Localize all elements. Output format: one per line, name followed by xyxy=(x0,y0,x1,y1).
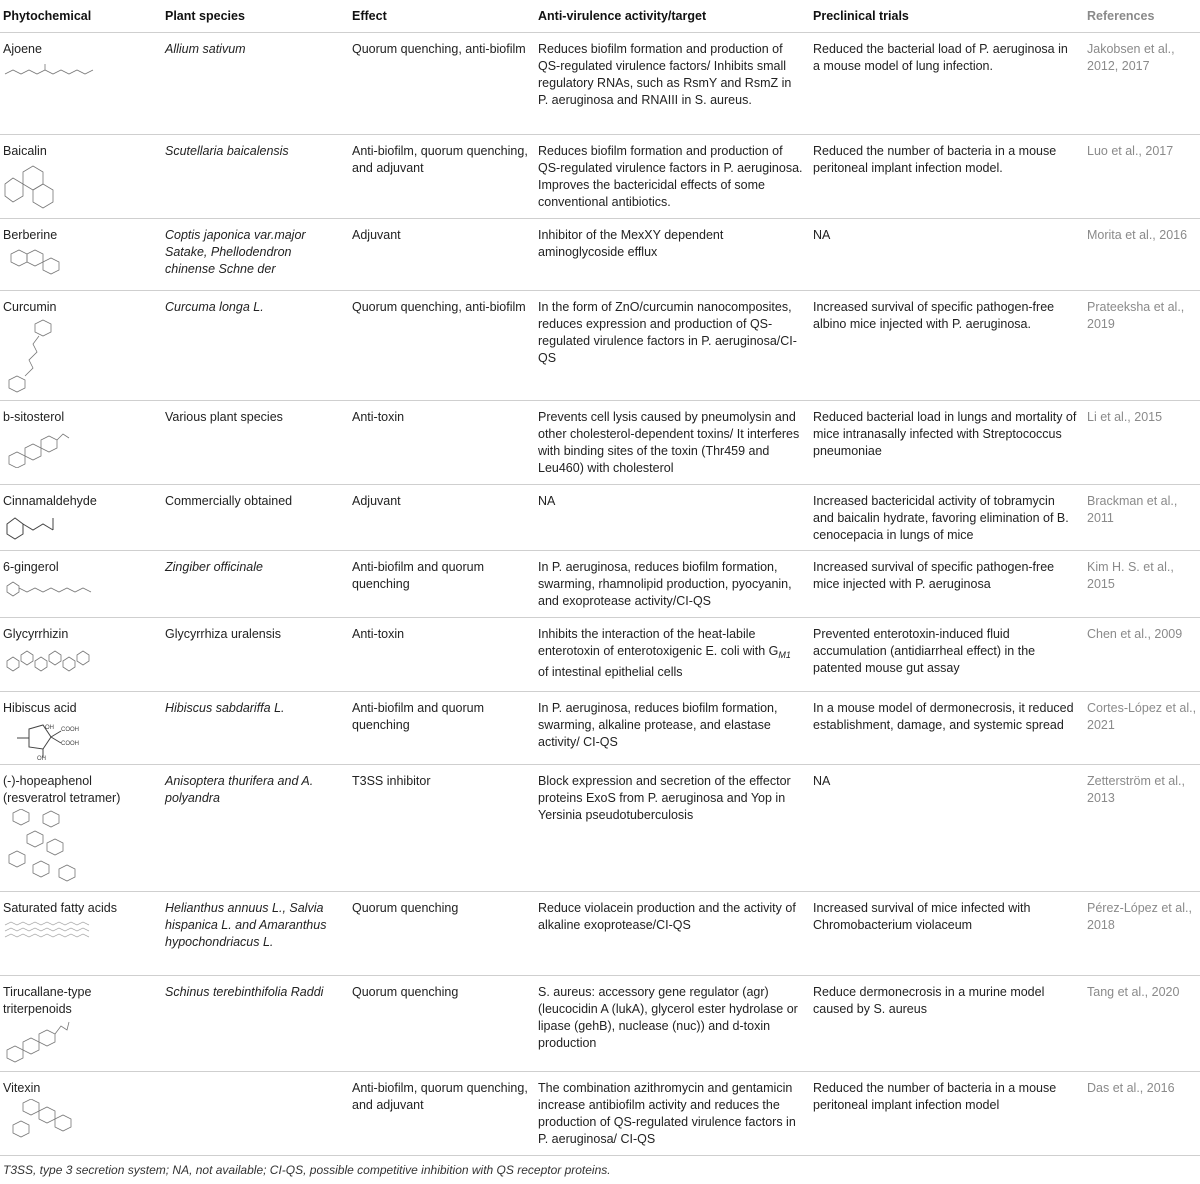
plant-species-cell xyxy=(165,976,352,1001)
effect-cell: Anti-toxin xyxy=(352,627,405,641)
effect-cell: Quorum quenching xyxy=(352,901,459,915)
preclinical-cell: Reduced the number of bacteria in a mouse peritoneal implant infection model xyxy=(813,1081,1057,1112)
phytochemical-cell xyxy=(0,976,165,1070)
hopeaphenol-structure-image xyxy=(3,809,155,889)
ajoene-structure-image xyxy=(3,60,155,82)
phytochemical-name: 6-gingerol xyxy=(3,560,59,574)
reference-cell: Prateeksha et al., 2019 xyxy=(1087,300,1185,331)
preclinical-cell: Reduced bacterial load in lungs and mortality of mice intranasally infected with Streptococcus pneumoniae xyxy=(813,410,1077,458)
reference-cell: Luo et al., 2017 xyxy=(1087,144,1174,158)
mol-label: OH xyxy=(45,725,54,731)
phytochemical-name: Tirucallane-type triterpenoids xyxy=(3,985,92,1016)
triterpenoid-structure-image xyxy=(3,1020,155,1070)
activity-cell: S. aureus: accessory gene regulator (agr) (leucocidin A (lukA), glycerol ester hydrolase or lipase (gehB), nuclease (nuc)) and d-toxin production xyxy=(538,985,798,1050)
activity-cell: Inhibitor of the MexXY dependent aminoglycoside efflux xyxy=(538,228,724,259)
activity-cell: The combination azithromycin and gentamicin increase antibiofilm activity and reduces the production of QS-regulated virulence factors in P. aeruginosa/ CI-QS xyxy=(538,1081,796,1146)
activity-cell: Reduces biofilm formation and production of QS-regulated virulence factors/ Inhibits small regulatory RNAs, such as RsmY and RsmZ in P. aeruginosa and RNAIII in S. aureus. xyxy=(538,42,792,107)
phytochemical-cell xyxy=(0,618,165,675)
header-references: References xyxy=(1087,8,1155,23)
phytochemical-cell xyxy=(0,1072,165,1149)
berberine-structure-image xyxy=(3,246,155,276)
phytochemical-name: Vitexin xyxy=(3,1081,41,1095)
phytochemical-cell xyxy=(0,765,165,889)
effect-cell: Quorum quenching, anti-biofilm xyxy=(352,42,526,56)
effect-cell: Quorum quenching xyxy=(352,985,459,999)
preclinical-cell: Increased bactericidal activity of tobramycin and baicalin hydrate, favoring elimination of B. cenocepacia in lungs of mice xyxy=(813,494,1069,542)
species-text: Schinus terebinthifolia Raddi xyxy=(165,985,324,999)
reference-cell: Tang et al., 2020 xyxy=(1087,985,1180,999)
preclinical-cell: Reduced the bacterial load of P. aeruginosa in a mouse model of lung infection. xyxy=(813,42,1068,73)
reference-cell: Li et al., 2015 xyxy=(1087,410,1163,424)
activity-cell xyxy=(538,618,813,681)
table-row xyxy=(0,551,1200,618)
plant-species-cell: Allium sativum xyxy=(165,42,246,56)
activity-cell: Prevents cell lysis caused by pneumolysin and other cholesterol-dependent toxins/ It interferes with binding sites of the toxin (Thr459 and Leu460) with cholesterol xyxy=(538,410,800,475)
effect-cell: Adjuvant xyxy=(352,228,401,242)
curcumin-structure-image xyxy=(3,318,155,398)
reference-cell: Das et al., 2016 xyxy=(1087,1081,1175,1095)
plant-species-cell: Coptis japonica var.major Satake, Phellodendron chinense Schne der xyxy=(165,228,306,276)
activity-cell: Block expression and secretion of the effector proteins ExoS from P. aeruginosa and Yop in Yersinia pseudotuberculosis xyxy=(538,774,791,822)
activity-cell: Reduces biofilm formation and production of QS-regulated virulence factors in P. aeruginosa. Improves the bactericidal effects of some conventional antibiotics. xyxy=(538,144,803,209)
phytochemical-cell xyxy=(0,692,165,761)
preclinical-cell: Reduced the number of bacteria in a mouse peritoneal implant infection model. xyxy=(813,144,1057,175)
table-row xyxy=(0,692,1200,765)
activity-cell: In P. aeruginosa, reduces biofilm formation, swarming, alkaline protease, and elastase activity/ CI-QS xyxy=(538,701,778,749)
phytochemical-name: Ajoene xyxy=(3,42,42,56)
table-row xyxy=(0,976,1200,1072)
activity-text-end: of intestinal epithelial cells xyxy=(538,665,683,679)
table-header xyxy=(0,0,1200,33)
plant-species-cell: Commercially obtained xyxy=(165,494,293,508)
activity-text: Inhibits the interaction of the heat-labile enterotoxin of enterotoxigenic E. coli with G xyxy=(538,627,779,658)
phytochemical-name: Hibiscus acid xyxy=(3,701,77,715)
table-footnote: T3SS, type 3 secretion system; NA, not available; CI-QS, possible competitive inhibition with QS receptor proteins. xyxy=(3,1163,611,1177)
header-plant-species: Plant species xyxy=(165,8,245,23)
phytochemical-name: Berberine xyxy=(3,228,58,242)
effect-cell: T3SS inhibitor xyxy=(352,774,431,788)
preclinical-cell: In a mouse model of dermonecrosis, it reduced establishment, damage, and systemic spread xyxy=(813,701,1074,732)
reference-cell: Brackman et al., 2011 xyxy=(1087,494,1178,525)
reference-cell: Jakobsen et al., 2012, 2017 xyxy=(1087,42,1175,73)
phytochemical-name: (-)-hopeaphenol (resveratrol tetramer) xyxy=(3,774,121,805)
phytochemical-name: Curcumin xyxy=(3,300,57,314)
plant-species-cell: Zingiber officinale xyxy=(165,560,263,574)
phytochemical-cell xyxy=(0,401,165,468)
table-row xyxy=(0,618,1200,692)
phytochemical-cell xyxy=(0,485,165,540)
effect-cell: Anti-biofilm and quorum quenching xyxy=(352,560,485,591)
effect-cell: Adjuvant xyxy=(352,494,401,508)
table-row xyxy=(0,1072,1200,1156)
plant-species-cell: Helianthus annuus L., Salvia hispanica L. and Amaranthus hypochondriacus L. xyxy=(165,901,327,949)
table-row xyxy=(0,892,1200,976)
preclinical-cell: Increased survival of specific pathogen-free albino mice injected with P. aeruginosa. xyxy=(813,300,1055,331)
reference-cell: Kim H. S. et al., 2015 xyxy=(1087,560,1174,591)
plant-species-cell: Anisoptera thurifera and A. polyandra xyxy=(165,774,314,805)
activity-cell: Reduce violacein production and the activity of alkaline exoprotease/CI-QS xyxy=(538,901,796,932)
plant-species-cell xyxy=(165,1072,352,1080)
activity-subscript: M1 xyxy=(778,650,791,660)
plant-species-cell: Glycyrrhiza uralensis xyxy=(165,627,282,641)
phytochemical-name: Baicalin xyxy=(3,144,47,158)
reference-cell: Morita et al., 2016 xyxy=(1087,228,1188,242)
phytochemical-cell xyxy=(0,291,165,398)
plant-species-cell: Scutellaria baicalensis xyxy=(165,144,289,158)
header-activity: Anti-virulence activity/target xyxy=(538,8,707,23)
plant-species-cell: Various plant species xyxy=(165,410,283,424)
table-row xyxy=(0,765,1200,892)
header-preclinical: Preclinical trials xyxy=(813,8,909,23)
mol-label: COOH xyxy=(61,741,79,747)
table-row xyxy=(0,485,1200,551)
reference-cell: Cortes-López et al., 2021 xyxy=(1087,701,1197,732)
plant-species-cell: Curcuma longa L. xyxy=(165,300,264,314)
phytochemical-name: Glycyrrhizin xyxy=(3,627,69,641)
species-text: Hibiscus sabdariffa L. xyxy=(165,701,285,715)
effect-cell: Anti-biofilm, quorum quenching, and adjuvant xyxy=(352,1081,528,1112)
phytochemical-name: Cinnamaldehyde xyxy=(3,494,97,508)
preclinical-cell: Increased survival of specific pathogen-free mice injected with P. aeruginosa xyxy=(813,560,1055,591)
hibiscus-acid-structure-image xyxy=(3,719,155,761)
phytochemical-cell xyxy=(0,33,165,82)
reference-cell: Pérez-López et al., 2018 xyxy=(1087,901,1192,932)
header-phytochemical: Phytochemical xyxy=(3,8,92,23)
mol-label: OH xyxy=(37,756,46,761)
vitexin-structure-image xyxy=(3,1099,155,1149)
activity-cell: In the form of ZnO/curcumin nanocomposites, reduces expression and production of QS-regulated virulence factors in P. aeruginosa/CI-QS xyxy=(538,300,797,365)
preclinical-cell: Increased survival of mice infected with Chromobacterium violaceum xyxy=(813,901,1031,932)
effect-cell: Anti-biofilm and quorum quenching xyxy=(352,701,485,732)
preclinical-cell: NA xyxy=(813,228,831,242)
header-effect: Effect xyxy=(352,8,387,23)
activity-cell: In P. aeruginosa, reduces biofilm formation, swarming, rhamnolipid production, pyocyanin, and exoprotease activity/CI-QS xyxy=(538,560,792,608)
reference-cell: Zetterström et al., 2013 xyxy=(1087,774,1185,805)
activity-cell: NA xyxy=(538,494,556,508)
table-row xyxy=(0,135,1200,219)
table-row xyxy=(0,33,1200,135)
preclinical-cell: Reduce dermonecrosis in a murine model caused by S. aureus xyxy=(813,985,1045,1016)
b-sitosterol-structure-image xyxy=(3,428,155,468)
phytochemical-cell xyxy=(0,135,165,212)
fatty-acids-structure-image xyxy=(3,919,155,943)
6-gingerol-structure-image xyxy=(3,578,155,600)
preclinical-cell: NA xyxy=(813,774,831,788)
cinnamaldehyde-structure-image xyxy=(3,512,155,540)
phytochemical-cell xyxy=(0,219,165,276)
table-row xyxy=(0,401,1200,485)
phytochemical-cell xyxy=(0,551,165,600)
plant-species-cell xyxy=(165,692,352,717)
phytochemical-name: b-sitosterol xyxy=(3,410,65,424)
effect-cell: Anti-toxin xyxy=(352,410,405,424)
table-row xyxy=(0,291,1200,401)
mol-label: COOH xyxy=(61,727,79,733)
effect-cell: Anti-biofilm, quorum quenching, and adjuvant xyxy=(352,144,528,175)
table-row xyxy=(0,219,1200,291)
reference-cell: Chen et al., 2009 xyxy=(1087,627,1183,641)
preclinical-cell: Prevented enterotoxin-induced fluid accumulation (antidiarrheal effect) in the patented mouse gut assay xyxy=(813,627,1036,675)
effect-cell: Quorum quenching, anti-biofilm xyxy=(352,300,526,314)
phytochemical-cell xyxy=(0,892,165,943)
glycyrrhizin-structure-image xyxy=(3,645,155,675)
baicalin-structure-image xyxy=(3,162,155,212)
phytochemical-name: Saturated fatty acids xyxy=(3,901,117,915)
